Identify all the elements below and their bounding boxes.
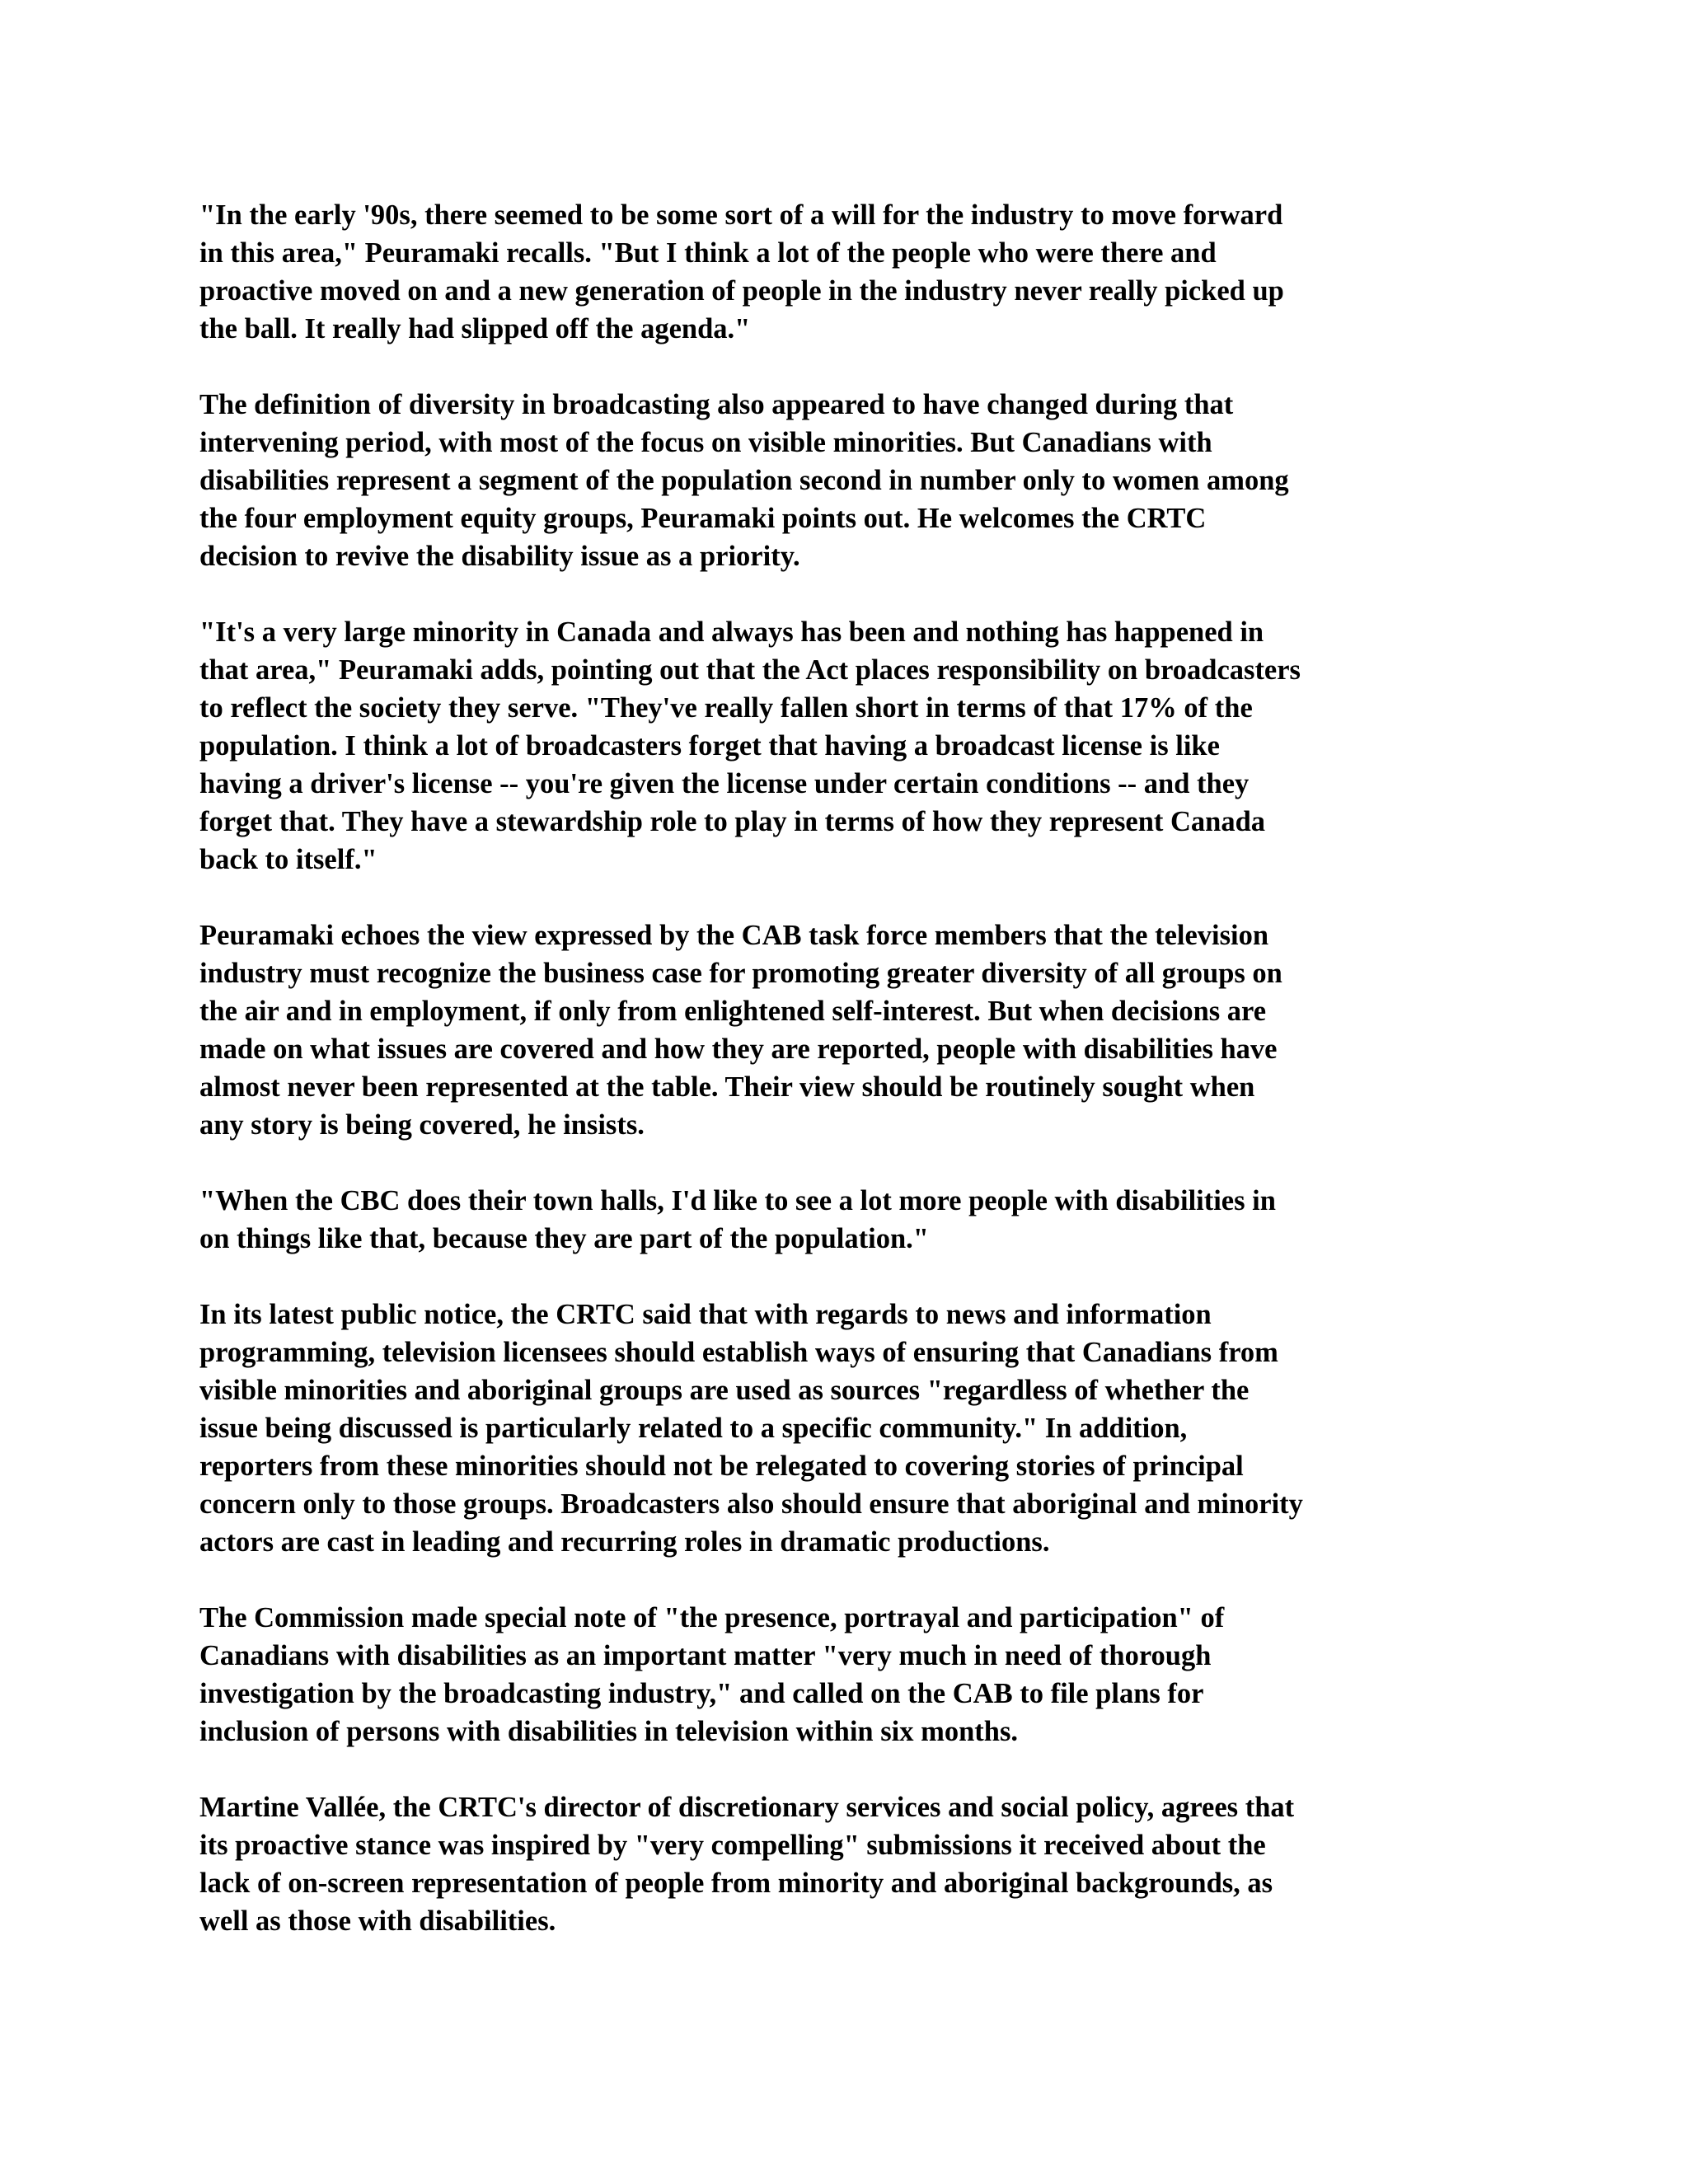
text-line: almost never been represented at the table. Their view should be routinely sought when: [199, 1071, 1255, 1103]
text-line: visible minorities and aboriginal groups are used as sources "regardless of whether the: [199, 1375, 1250, 1406]
paragraph-4: [199, 916, 1502, 1144]
text-line: concern only to those groups. Broadcasters also should ensure that aboriginal and minority: [199, 1488, 1303, 1520]
paragraph-8: [199, 1788, 1502, 1940]
text-line: Peuramaki echoes the view expressed by the CAB task force members that the television: [199, 920, 1269, 951]
text-line: the ball. It really had slipped off the agenda.": [199, 313, 751, 344]
text-line: disabilities represent a segment of the population second in number only to women among: [199, 465, 1289, 496]
paragraph-3: [199, 613, 1502, 879]
text-line: Canadians with disabilities as an important matter "very much in need of thorough: [199, 1640, 1212, 1671]
text-line: investigation by the broadcasting industry," and called on the CAB to file plans for: [199, 1678, 1204, 1709]
text-line: any story is being covered, he insists.: [199, 1109, 645, 1141]
text-line: "It's a very large minority in Canada and always has been and nothing has happened in: [199, 616, 1264, 648]
text-line: intervening period, with most of the focus on visible minorities. But Canadians with: [199, 427, 1212, 458]
paragraph-2: [199, 386, 1502, 575]
text-line: actors are cast in leading and recurring roles in dramatic productions.: [199, 1526, 1050, 1558]
text-line: the air and in employment, if only from enlightened self-interest. But when decisions are: [199, 996, 1267, 1027]
text-line: The Commission made special note of "the presence, portrayal and participation" of: [199, 1602, 1225, 1633]
paragraph-1: [199, 196, 1502, 348]
text-line: population. I think a lot of broadcasters forget that having a broadcast license is like: [199, 730, 1220, 762]
text-line: to reflect the society they serve. "They've really fallen short in terms of that 17% of the: [199, 692, 1253, 724]
text-line: in this area," Peuramaki recalls. "But I think a lot of the people who were there and: [199, 237, 1217, 269]
text-line: the four employment equity groups, Peuramaki points out. He welcomes the CRTC: [199, 503, 1207, 534]
text-line: The definition of diversity in broadcasting also appeared to have changed during that: [199, 389, 1234, 420]
text-line: "In the early '90s, there seemed to be some sort of a will for the industry to move forward: [199, 199, 1283, 231]
paragraph-5: [199, 1182, 1502, 1258]
text-line: well as those with disabilities.: [199, 1905, 556, 1937]
paragraph-6: [199, 1296, 1502, 1561]
text-line: industry must recognize the business case for promoting greater diversity of all groups on: [199, 958, 1282, 989]
text-line: on things like that, because they are part of the population.": [199, 1223, 929, 1254]
text-line: having a driver's license -- you're given the license under certain conditions -- and they: [199, 768, 1250, 799]
text-line: back to itself.": [199, 844, 377, 875]
text-line: its proactive stance was inspired by "very compelling" submissions it received about the: [199, 1830, 1266, 1861]
text-line: forget that. They have a stewardship role to play in terms of how they represent Canada: [199, 806, 1266, 837]
text-line: decision to revive the disability issue as a priority.: [199, 541, 800, 572]
text-line: "When the CBC does their town halls, I'd like to see a lot more people with disabilities in: [199, 1185, 1276, 1216]
text-line: lack of on-screen representation of people from minority and aboriginal backgrounds, as: [199, 1868, 1273, 1899]
text-line: issue being discussed is particularly related to a specific community." In addition,: [199, 1413, 1188, 1444]
document-page: [199, 196, 1502, 1978]
text-line: made on what issues are covered and how they are reported, people with disabilities have: [199, 1033, 1278, 1065]
paragraph-7: [199, 1599, 1502, 1750]
text-line: In its latest public notice, the CRTC said that with regards to news and information: [199, 1299, 1212, 1330]
text-line: inclusion of persons with disabilities in television within six months.: [199, 1716, 1019, 1747]
text-line: programming, television licensees should establish ways of ensuring that Canadians from: [199, 1337, 1278, 1368]
text-line: reporters from these minorities should not be relegated to covering stories of principal: [199, 1451, 1244, 1482]
text-line: that area," Peuramaki adds, pointing out that the Act places responsibility on broadcasters: [199, 654, 1301, 686]
text-line: proactive moved on and a new generation of people in the industry never really picked up: [199, 275, 1284, 307]
text-line: Martine Vallée, the CRTC's director of discretionary services and social policy, agrees that: [199, 1792, 1295, 1823]
